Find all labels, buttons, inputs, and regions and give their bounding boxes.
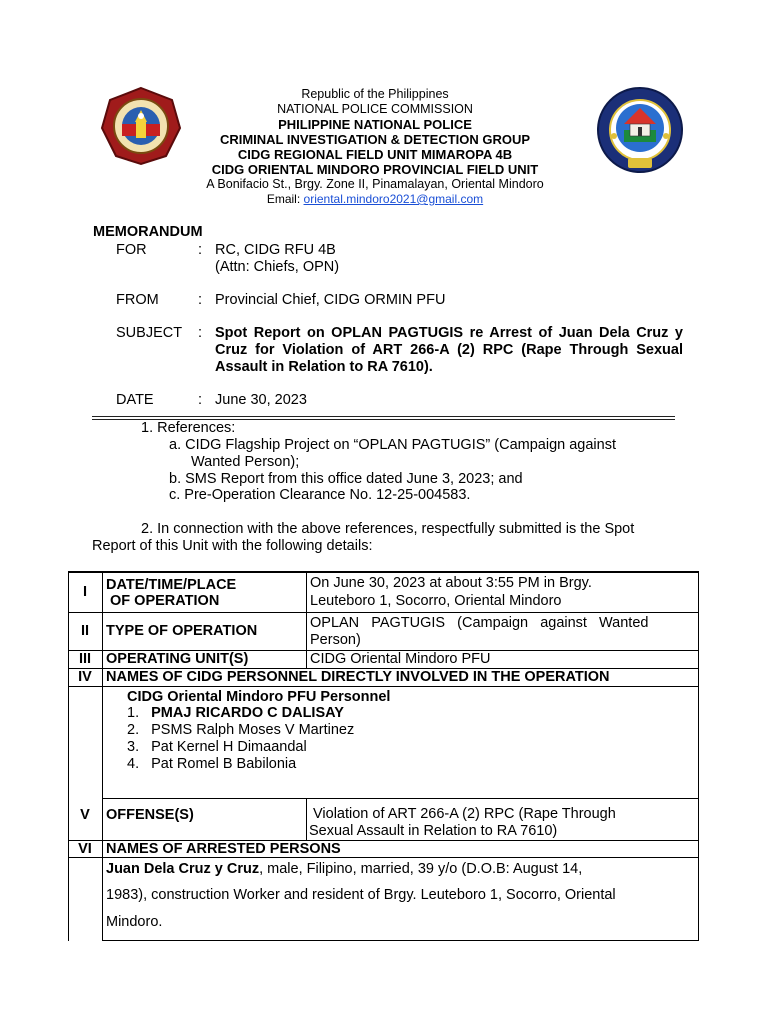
for-label: FOR bbox=[116, 242, 147, 258]
row-2-label: TYPE OF OPERATION bbox=[106, 623, 258, 639]
subject-colon: : bbox=[198, 325, 203, 341]
row-5-number: V bbox=[80, 807, 90, 823]
table-line-4 bbox=[68, 686, 698, 687]
email-label: Email: bbox=[266, 192, 301, 206]
row-2-value-line2: Person) bbox=[310, 632, 361, 648]
table-line-bottom bbox=[102, 940, 698, 941]
row-4-number: IV bbox=[78, 669, 92, 685]
napolcom-line: NATIONAL POLICE COMMISSION bbox=[277, 102, 473, 116]
rfu-line: CIDG REGIONAL FIELD UNIT MIMAROPA 4B bbox=[237, 147, 513, 162]
for-attn: (Attn: Chiefs, OPN) bbox=[215, 259, 340, 275]
row-1-label-line1: DATE/TIME/PLACE bbox=[106, 577, 237, 593]
date-colon: : bbox=[198, 392, 203, 408]
personnel-name: PSMS Ralph Moses V Martinez bbox=[151, 722, 355, 738]
row-1-value-line2: Leuteboro 1, Socorro, Oriental Mindoro bbox=[310, 593, 562, 609]
table-border-right bbox=[698, 571, 699, 941]
table-line-5 bbox=[102, 798, 698, 799]
arrested-person-line2: 1983), construction Worker and resident of Brgy. Leuteboro 1, Socorro, Oriental bbox=[106, 887, 616, 903]
arrested-person-line3: Mindoro. bbox=[106, 914, 163, 930]
personnel-item-3 bbox=[127, 739, 307, 755]
row-1-value-line1: On June 30, 2023 at about 3:55 PM in Brgy. bbox=[310, 575, 592, 591]
row-2-number: II bbox=[80, 623, 90, 639]
row-5-value-line1: Violation of ART 266-A (2) RPC (Rape Through bbox=[313, 806, 616, 822]
row-5-value-line2: Sexual Assault in Relation to RA 7610) bbox=[309, 823, 558, 839]
table-divider-value-v bbox=[306, 798, 307, 840]
row-1-label-line2: OF OPERATION bbox=[110, 593, 220, 609]
personnel-name: Pat Romel B Babilonia bbox=[151, 756, 297, 772]
row-3-label: OPERATING UNIT(S) bbox=[106, 651, 249, 667]
table-line-1 bbox=[68, 612, 698, 613]
paragraph-2-line1: 2. In connection with the above references, respectfully submitted is the Spot bbox=[141, 521, 635, 537]
divider-rule-top bbox=[92, 416, 675, 417]
from-colon: : bbox=[198, 292, 203, 308]
table-line-top bbox=[68, 571, 698, 573]
pfu-line: CIDG ORIENTAL MINDORO PROVINCIAL FIELD UNIT bbox=[211, 162, 539, 177]
personnel-name: PMAJ RICARDO C DALISAY bbox=[151, 705, 344, 721]
date-label: DATE bbox=[116, 392, 154, 408]
arrested-person-line1 bbox=[106, 861, 582, 877]
personnel-heading: CIDG Oriental Mindoro PFU Personnel bbox=[127, 689, 391, 705]
personnel-num: 1. bbox=[127, 705, 140, 721]
row-2-value-line1: OPLAN PAGTUGIS (Campaign against Wanted bbox=[310, 615, 649, 631]
memo-title: MEMORANDUM bbox=[93, 224, 203, 240]
subject-label: SUBJECT bbox=[116, 325, 183, 341]
from-label: FROM bbox=[116, 292, 159, 308]
table-divider-num bbox=[102, 571, 103, 941]
row-6-number: VI bbox=[78, 841, 92, 857]
personnel-item-1 bbox=[127, 705, 344, 721]
personnel-num: 3. bbox=[127, 739, 140, 755]
personnel-num: 4. bbox=[127, 756, 140, 772]
row-6-label: NAMES OF ARRESTED PERSONS bbox=[106, 841, 341, 857]
date-value: June 30, 2023 bbox=[215, 392, 307, 408]
personnel-item-2 bbox=[127, 722, 354, 738]
row-4-label: NAMES OF CIDG PERSONNEL DIRECTLY INVOLVED IN THE OPERATION bbox=[106, 669, 610, 685]
reference-b: b. SMS Report from this office dated June 3, 2023; and bbox=[169, 471, 523, 487]
arrested-person-details: , male, Filipino, married, 39 y/o (D.O.B: August 14, bbox=[259, 861, 583, 877]
row-5-label: OFFENSE(S) bbox=[106, 807, 194, 823]
table-divider-value-top bbox=[306, 571, 307, 669]
personnel-num: 2. bbox=[127, 722, 140, 738]
row-1-number: I bbox=[82, 584, 88, 600]
letterhead bbox=[160, 87, 590, 207]
arrested-person-name: Juan Dela Cruz y Cruz bbox=[106, 861, 260, 877]
email-line bbox=[160, 192, 590, 207]
reference-a: a. CIDG Flagship Project on “OPLAN PAGTUGIS” (Campaign against bbox=[169, 437, 616, 453]
row-3-value: CIDG Oriental Mindoro PFU bbox=[310, 651, 491, 667]
reference-c: c. Pre-Operation Clearance No. 12-25-004583. bbox=[169, 487, 471, 503]
personnel-name: Pat Kernel H Dimaandal bbox=[151, 739, 307, 755]
subject-value: Spot Report on OPLAN PAGTUGIS re Arrest of Juan Dela Cruz y Cruz for Violation of ART 266-A (2) RPC (Rape Through Sexual Assault in Relation to RA 7610). bbox=[215, 325, 683, 375]
republic-line: Republic of the Philippines bbox=[301, 87, 449, 101]
email-link[interactable]: oriental.mindoro2021@gmail.com bbox=[303, 192, 484, 206]
references-heading: 1. References: bbox=[141, 420, 236, 436]
cidg-line: CRIMINAL INVESTIGATION & DETECTION GROUP bbox=[219, 132, 531, 147]
reference-a-cont: Wanted Person); bbox=[191, 454, 300, 470]
table-line-7 bbox=[68, 857, 698, 858]
pnp-line: PHILIPPINE NATIONAL POLICE bbox=[278, 117, 472, 132]
for-colon: : bbox=[198, 242, 203, 258]
row-3-number: III bbox=[78, 651, 92, 667]
personnel-item-4 bbox=[127, 756, 296, 772]
for-value: RC, CIDG RFU 4B bbox=[215, 242, 336, 258]
address-line: A Bonifacio St., Brgy. Zone II, Pinamalayan, Oriental Mindoro bbox=[206, 177, 544, 191]
from-value: Provincial Chief, CIDG ORMIN PFU bbox=[215, 292, 446, 308]
paragraph-2-line2: Report of this Unit with the following details: bbox=[92, 538, 373, 554]
cidg-seal-logo bbox=[594, 86, 686, 174]
